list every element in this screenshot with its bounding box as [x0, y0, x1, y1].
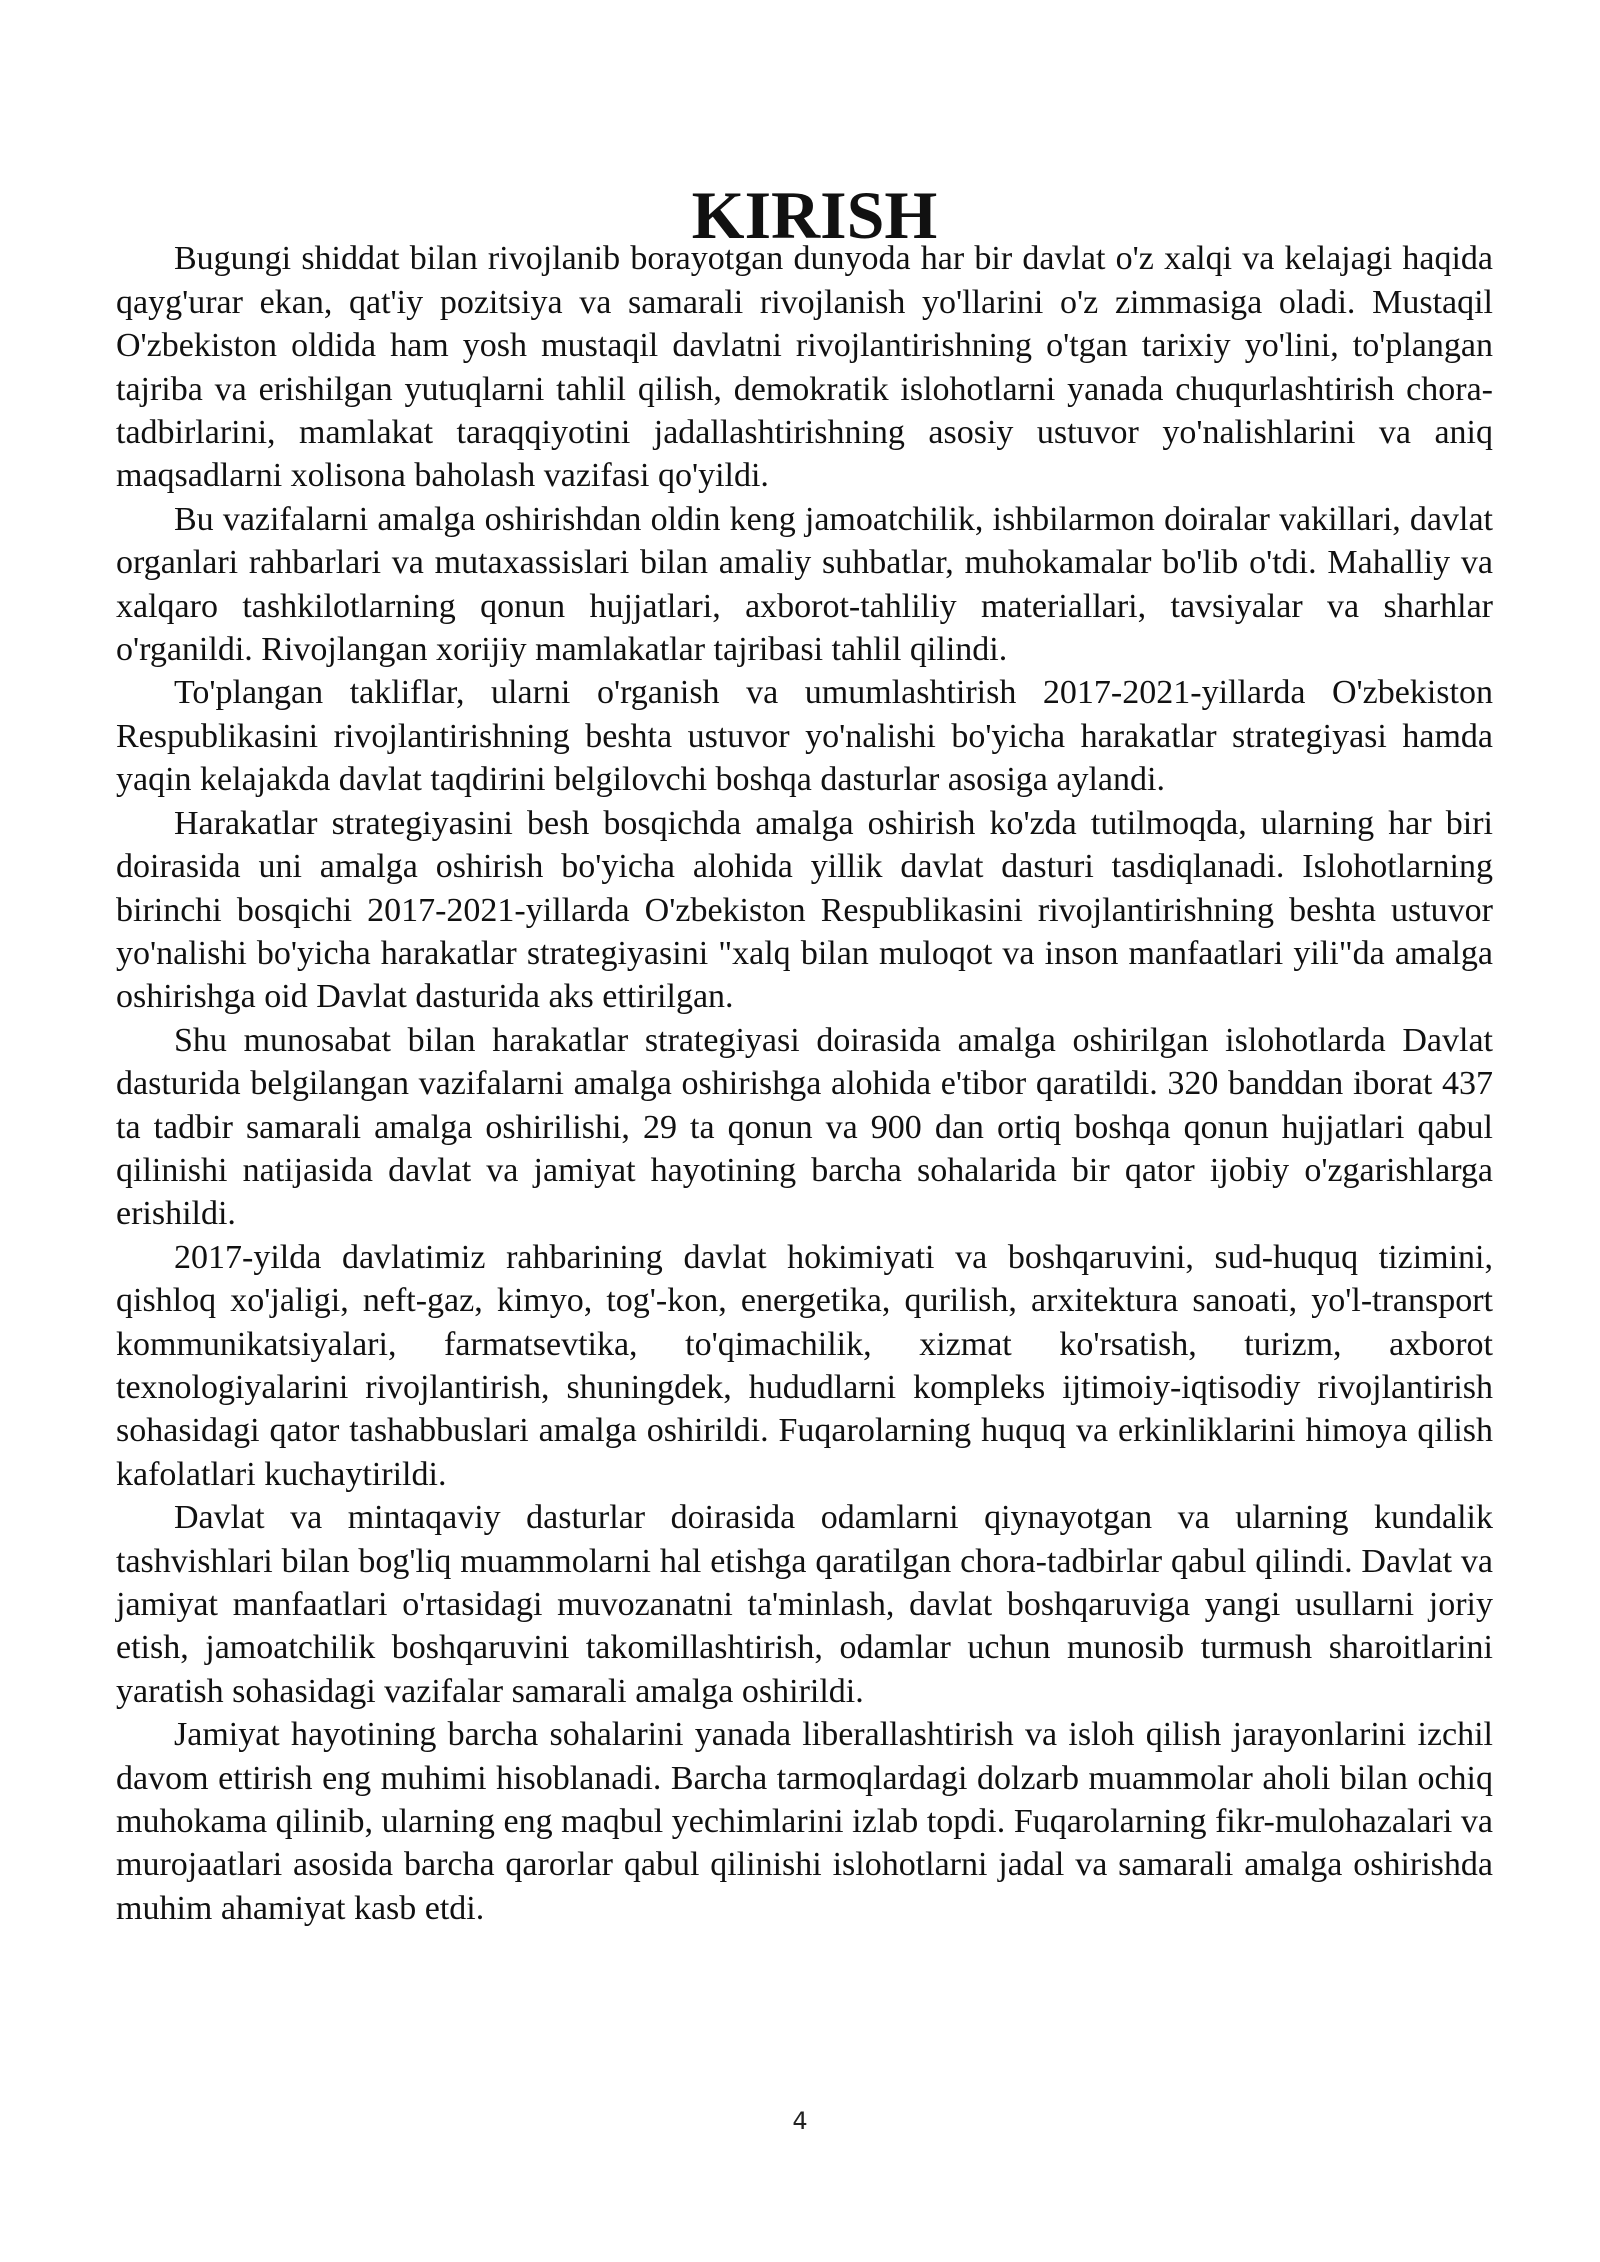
page-title: KIRISH — [691, 177, 938, 253]
paragraph-3: To'plangan takliflar, ularni o'rganish va umumlashtirish 2017-2021-yillarda O'zbekiston Respublikasini rivojlantirishning beshta ustuvor yo'nalishi bo'yicha harakatlar strategiyasi hamda yaqin kelajakda davlat taqdirini belgilovchi boshqa dasturlar asosiga aylandi. — [116, 674, 1493, 799]
paragraph-1: Bugungi shiddat bilan rivojlanib borayotgan dunyoda har bir davlat o'z xalqi va kelajagi haqida qayg'urar ekan, qat'iy pozitsiya va samarali rivojlanish yo'llarini o'z zimmasiga oladi. Mustaqil O'zbekiston oldida ham yosh mustaqil davlatni rivojlantirishning o'tgan tarixiy yo'lini, to'plangan tajriba va erishilgan yutuqlarni tahlil qilish, demokratik islohotlarni yanada chuqurlashtirish chora-tadbirlarini, mamlakat taraqqiyotini jadallashtirishning asosiy ustuvor yo'nalishlarini va aniq maqsadlarni xolisona baholash vazifasi qo'yildi. — [116, 240, 1493, 495]
page-number: 4 — [792, 2107, 808, 2135]
paragraph-5: Shu munosabat bilan harakatlar strategiyasi doirasida amalga oshirilgan islohotlarda Davlat dasturida belgilangan vazifalarni amalga oshirishga alohida e'tibor qaratildi. 320 banddan iborat 437 ta tadbir samarali amalga oshirilishi, 29 ta qonun va 900 dan ortiq boshqa qonun hujjatlari qabul qilinishi natijasida davlat va jamiyat hayotining barcha sohalarida bir qator ijobiy o'zgarishlarga erishildi. — [116, 1021, 1493, 1233]
paragraph-2: Bu vazifalarni amalga oshirishdan oldin keng jamoatchilik, ishbilarmon doiralar vakillari, davlat organlari rahbarlari va mutaxassislari bilan amaliy suhbatlar, muhokamalar bo'lib o'tdi. Mahalliy va xalqaro tashkilotlarning qonun hujjatlari, axborot-tahliliy materiallari, tavsiyalar va sharhlar o'rganildi. Rivojlangan xorijiy mamlakatlar tajribasi tahlil qilindi. — [116, 500, 1493, 669]
paragraph-8: Jamiyat hayotining barcha sohalarini yanada liberallashtirish va isloh qilish jarayonlarini izchil davom ettirish eng muhimi hisoblanadi. Barcha tarmoqlardagi dolzarb muammolar aholi bilan ochiq muhokama qilinib, ularning eng maqbul yechimlarini izlab topdi. Fuqarolarning fikr-mulohazalari va murojaatlari asosida barcha qarorlar qabul qilinishi islohotlarni jadal va samarali amalga oshirishda muhim ahamiyat kasb etdi. — [116, 1716, 1493, 1927]
paragraph-4: Harakatlar strategiyasini besh bosqichda amalga oshirish ko'zda tutilmoqda, ularning har biri doirasida uni amalga oshirish bo'yicha alohida yillik davlat dasturi tasdiqlanadi. Islohotlarning birinchi bosqichi 2017-2021-yillarda O'zbekiston Respublikasini rivojlantirishning beshta ustuvor yo'nalishi bo'yicha harakatlar strategiyasini "xalq bilan muloqot va inson manfaatlari yili"da amalga oshirishga oid Davlat dasturida aks ettirilgan. — [116, 804, 1493, 1016]
paragraph-7: Davlat va mintaqaviy dasturlar doirasida odamlarni qiynayotgan va ularning kundalik tashvishlari bilan bog'liq muammolarni hal etishga qaratilgan chora-tadbirlar qabul qilindi. Davlat va jamiyat manfaatlari o'rtasidagi muvozanatni ta'minlash, davlat boshqaruviga yangi usullarni joriy etish, jamoatchilik boshqaruvini takomillashtirish, odamlar uchun munosib turmush sharoitlarini yaratish sohasidagi vazifalar samarali amalga oshirildi. — [116, 1499, 1493, 1710]
document-page — [116, 177, 1493, 1930]
paragraph-6: 2017-yilda davlatimiz rahbarining davlat hokimiyati va boshqaruvini, sud-huquq tizimini, qishloq xo'jaligi, neft-gaz, kimyo, tog'-kon, energetika, qurilish, arxitektura sanoati, yo'l-transport kommunikatsiyalari, farmatsevtika, to'qimachilik, xizmat ko'rsatish, turizm, axborot texnologiyalarini rivojlantirish, shuningdek, hududlarni kompleks ijtimoiy-iqtisodiy rivojlantirish sohasidagi qator tashabbuslari amalga oshirildi. Fuqarolarning huquq va erkinliklarini himoya qilish kafolatlari kuchaytirildi. — [116, 1238, 1493, 1493]
